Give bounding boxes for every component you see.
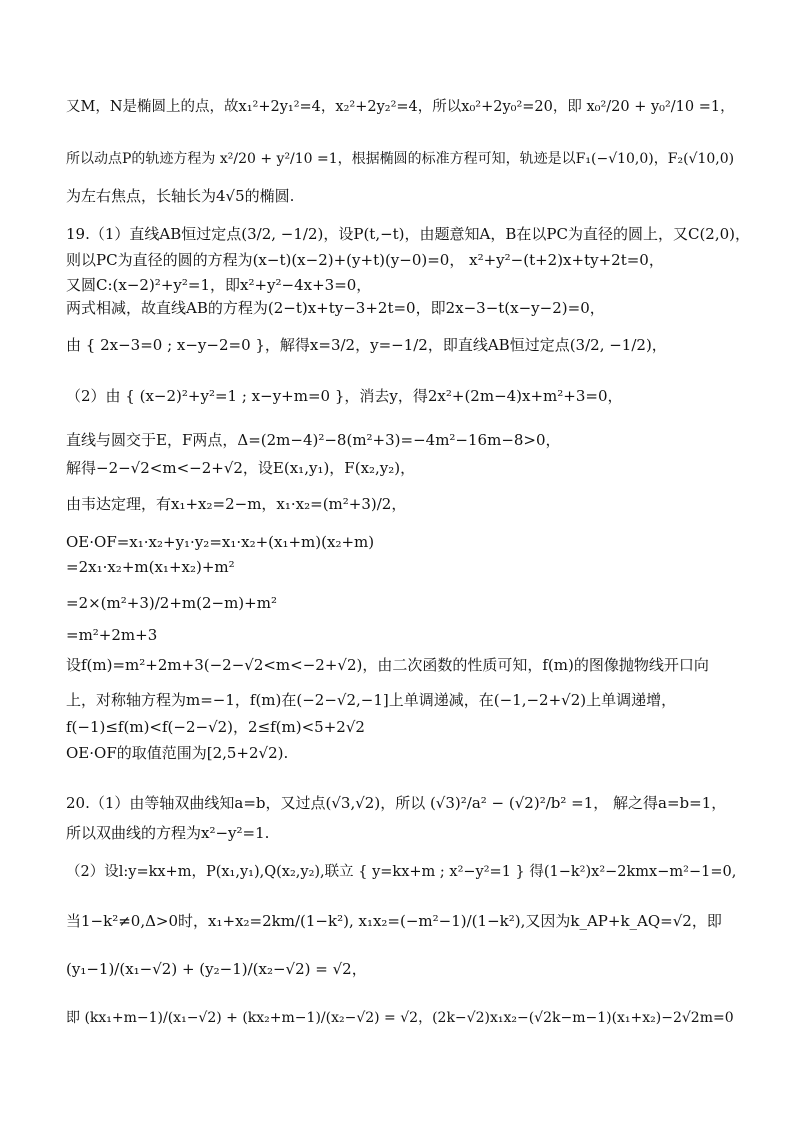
text-line-19: f(−1)≤f(m)<f(−2−√2)，2≤f(m)<5+2√2 — [66, 718, 365, 736]
text-line-2: 所以动点P的轨迹方程为 x²/20 + y²/10 =1，根据椭圆的标准方程可知，轨迹是以F₁(−√10,0)，F₂(√10,0) — [66, 151, 735, 167]
text-line-4: 19.（1）直线AB恒过定点(3/2, −1/2)，设P(t,−t)，由题意知A，B在以PC为直径的圆上，又C(2,0)， — [66, 225, 750, 243]
text-line-23: （2）设l:y=kx+m，P(x₁,y₁),Q(x₂,y₂),联立 { y=kx+m ; x²−y²=1 } 得(1−k²)x²−2kmx−m²−1=0, — [66, 864, 737, 880]
text-line-16: =m²+2m+3 — [66, 626, 158, 644]
text-line-13: OE·OF=x₁·x₂+y₁·y₂=x₁·x₂+(x₁+m)(x₂+m) — [66, 533, 375, 551]
text-line-15: =2×(m²+3)/2+m(2−m)+m² — [66, 594, 277, 612]
text-line-3: 为左右焦点，长轴长为4√5的椭圆. — [66, 187, 295, 205]
text-line-17: 设f(m)=m²+2m+3(−2−√2<m<−2+√2)，由二次函数的性质可知，f(m)的图像抛物线开口向 — [66, 656, 709, 674]
text-line-9: （2）由 { (x−2)²+y²=1 ; x−y+m=0 }，消去y，得2x²+(2m−4)x+m²+3=0， — [66, 387, 623, 405]
text-line-10: 直线与圆交于E，F两点，Δ=(2m−4)²−8(m²+3)=−4m²−16m−8>0， — [66, 431, 561, 449]
text-line-1: 又M，N是椭圆上的点，故x₁²+2y₁²=4，x₂²+2y₂²=4，所以x₀²+2y₀²=20，即 x₀²/20 + y₀²/10 =1， — [66, 99, 735, 115]
text-line-8: 由 { 2x−3=0 ; x−y−2=0 }，解得x=3/2，y=−1/2，即直线AB恒过定点(3/2, −1/2)， — [66, 336, 667, 354]
text-line-6: 又圆C:(x−2)²+y²=1，即x²+y²−4x+3=0， — [66, 276, 372, 294]
text-line-11: 解得−2−√2<m<−2+√2，设E(x₁,y₁)，F(x₂,y₂)， — [66, 459, 416, 477]
text-line-20: OE·OF的取值范围为[2,5+2√2). — [66, 744, 289, 762]
text-line-5: 则以PC为直径的圆的方程为(x−t)(x−2)+(y+t)(y−0)=0， x²+y²−(t+2)x+ty+2t=0， — [66, 251, 664, 269]
text-line-25: (y₁−1)/(x₁−√2) + (y₂−1)/(x₂−√2) = √2， — [66, 960, 367, 978]
text-line-12: 由韦达定理，有x₁+x₂=2−m，x₁·x₂=(m²+3)/2， — [66, 495, 407, 513]
text-line-24: 当1−k²≠0,Δ>0时，x₁+x₂=2km/(1−k²), x₁x₂=(−m²−1)/(1−k²),又因为k_AP+k_AQ=√2，即 — [66, 912, 722, 930]
text-line-18: 上，对称轴方程为m=−1，f(m)在(−2−√2,−1]上单调递减，在(−1,−2+√2)上单调递增， — [66, 691, 677, 709]
text-line-26: 即 (kx₁+m−1)/(x₁−√2) + (kx₂+m−1)/(x₂−√2) = √2，(2k−√2)x₁x₂−(√2k−m−1)(x₁+x₂)−2√2m=0 — [66, 1010, 734, 1026]
text-line-14: =2x₁·x₂+m(x₁+x₂)+m² — [66, 558, 235, 576]
text-line-22: 所以双曲线的方程为x²−y²=1. — [66, 824, 270, 842]
text-line-21: 20.（1）由等轴双曲线知a=b，又过点(√3,√2)，所以 (√3)²/a² − (√2)²/b² =1， 解之得a=b=1， — [66, 794, 727, 812]
text-line-7: 两式相减，故直线AB的方程为(2−t)x+ty−3+2t=0，即2x−3−t(x−y−2)=0， — [66, 299, 605, 317]
